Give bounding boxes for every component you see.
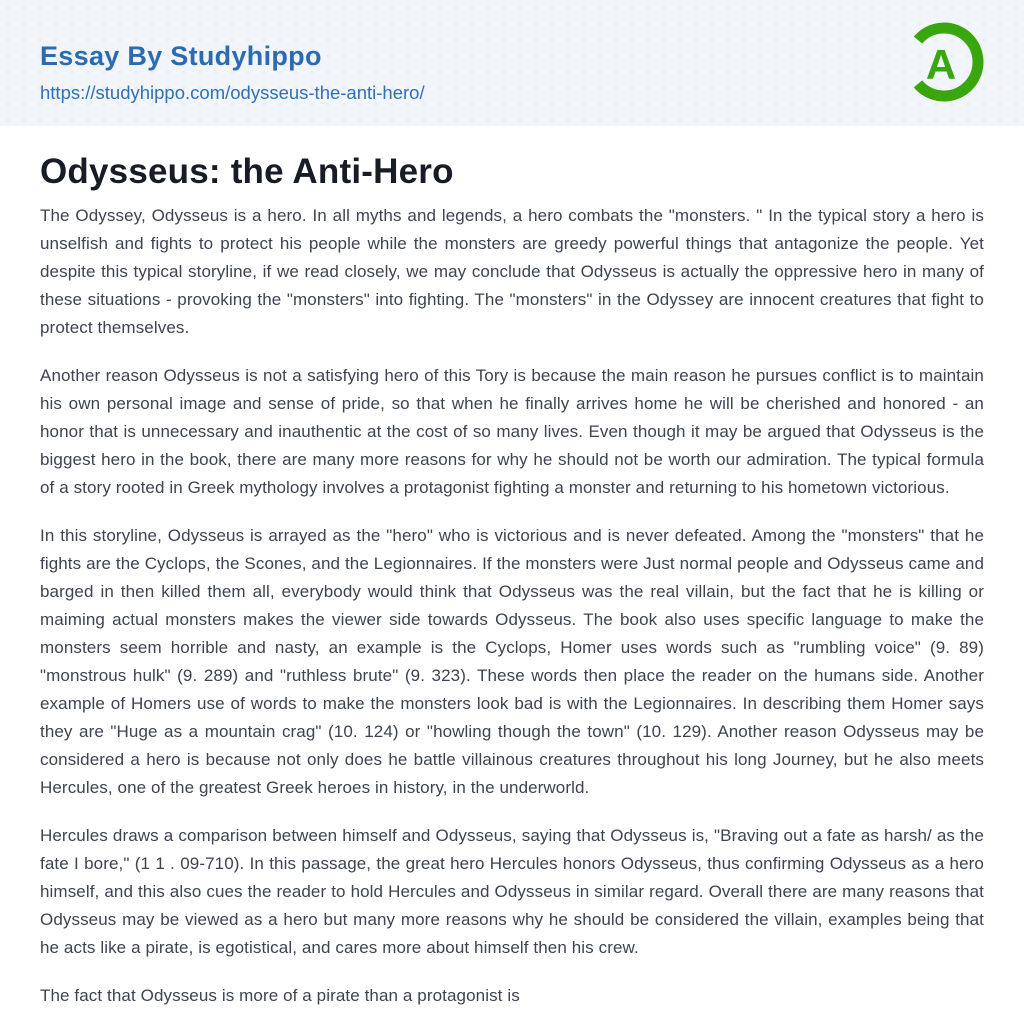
source-url-link[interactable]: https://studyhippo.com/odysseus-the-anti-hero/ [40,82,425,103]
essay-paragraph: Another reason Odysseus is not a satisfying hero of this Tory is because the main reason he pursues conflict is to maintain his own personal image and sense of pride, so that when he finally arrives home he will be cherished and honored - an honor that is unnecessary and inauthentic at the cost of so many lives. Even though it may be argued that Odysseus is the biggest hero in the book, there are many more reasons for why he should not be worth our admiration. The typical formula of a story rooted in Greek mythology involves a protagonist fighting a monster and returning to his hometown victorious. [40,366,984,497]
essay-paragraph: The fact that Odysseus is more of a pirate than a protagonist is [40,986,520,1005]
studyhippo-logo [904,22,984,102]
page-header [0,0,1024,126]
logo-letter: A [925,41,957,88]
page-title: Odysseus: the Anti-Hero [40,152,454,191]
brand-title: Essay By Studyhippo [40,41,322,71]
essay-paragraph: In this storyline, Odysseus is arrayed as the "hero" who is victorious and is never defeated. Among the "monsters" that he fights are the Cyclops, the Scones, and the Legionnaires. If the monsters were Just normal people and Odysseus came and barged in then killed them all, everybody would think that Odysseus was the real villain, but the fact that he is killing or maiming actual monsters makes the viewer side towards Odysseus. The book also uses specific language to make the monsters seem horrible and nasty, an example is the Cyclops, Homer uses words such as "rumbling voice" (9. 89) "monstrous hulk" (9. 289) and "ruthless brute" (9. 323). These words then place the reader on the humans side. Another example of Homers use of words to make the monsters look bad is with the Legionnaires. In describing them Homer says they are "Huge as a mountain crag" (10. 124) or "howling though the town" (10. 129). Another reason Odysseus may be considered a hero is because not only does he battle villainous creatures throughout his long Journey, but he also meets Hercules, one of the greatest Greek heroes in history, in the underworld. [40,526,984,797]
essay-article [0,152,1024,1010]
essay-paragraph: Hercules draws a comparison between himself and Odysseus, saying that Odysseus is, "Braving out a fate as harsh/ as the fate I bore," (1 1 . 09-710). In this passage, the great hero Hercules honors Odysseus, thus confirming Odysseus as a hero himself, and this also cues the reader to hold Hercules and Odysseus in similar regard. Overall there are many reasons that Odysseus may be viewed as a hero but many more reasons why he should be considered the villain, examples being that he acts like a pirate, is egotistical, and cares more about himself then his crew. [40,826,984,957]
essay-paragraph: The Odyssey, Odysseus is a hero. In all myths and legends, a hero combats the "monsters. " In the typical story a hero is unselfish and fights to protect his people while the monsters are greedy powerful things that antagonize the people. Yet despite this typical storyline, if we read closely, we may conclude that Odysseus is actually the oppressive hero in many of these situations - provoking the "monsters" into fighting. The "monsters" in the Odyssey are innocent creatures that fight to protect themselves. [40,206,984,337]
